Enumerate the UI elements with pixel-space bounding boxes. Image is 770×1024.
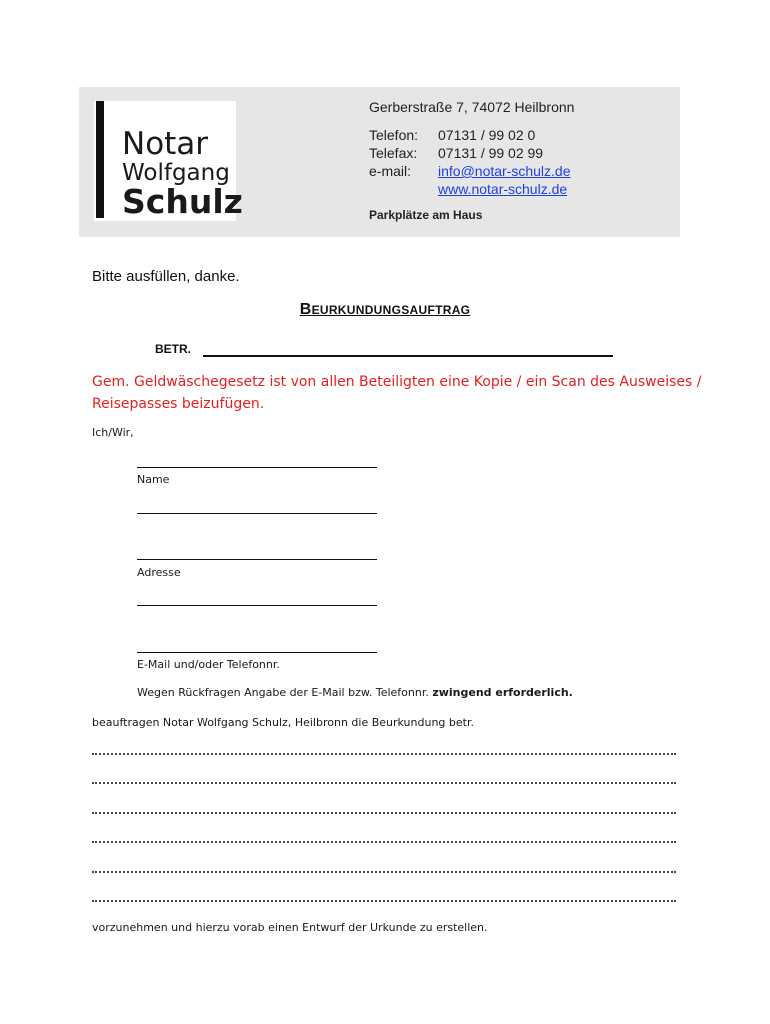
logo-line-wolfgang: Wolfgang xyxy=(122,160,230,186)
notary-logo xyxy=(94,101,243,221)
subject-dotted-line-1[interactable] xyxy=(92,753,676,755)
email-label: e-mail: xyxy=(369,163,412,179)
commission-text: beauftragen Notar Wolfgang Schulz, Heilbronn die Beurkundung betr. xyxy=(92,716,474,729)
note-prefix: Wegen Rückfragen Angabe der E-Mail bzw. Telefonnr. xyxy=(137,686,429,699)
address-input-line[interactable] xyxy=(137,559,377,560)
intro-text: Bitte ausfüllen, danke. xyxy=(92,268,240,285)
subject-dotted-line-5[interactable] xyxy=(92,871,676,873)
office-address: Gerberstraße 7, 74072 Heilbronn xyxy=(369,99,575,115)
contact-requirement-note xyxy=(137,686,573,699)
document-title: BEURKUNDUNGSAUFTRAG xyxy=(299,301,471,318)
contact-phone xyxy=(369,127,535,143)
subject-dotted-line-6[interactable] xyxy=(92,900,676,902)
name-label: Name xyxy=(137,473,170,486)
fax-value: 07131 / 99 02 99 xyxy=(438,145,544,161)
subject-dotted-line-4[interactable] xyxy=(92,841,676,843)
logo-line-schulz: Schulz xyxy=(122,182,243,221)
subject-label: BETR. xyxy=(155,342,191,356)
contact-label: E-Mail und/oder Telefonnr. xyxy=(137,658,280,671)
subject-dotted-line-2[interactable] xyxy=(92,782,676,784)
contact-email xyxy=(369,163,571,179)
logo-bar xyxy=(96,101,104,218)
letterhead xyxy=(79,87,680,237)
id-warning-line-2: Reisepasses beizufügen. xyxy=(92,396,265,412)
id-warning-line-1: Gem. Geldwäschegesetz ist von allen Beteiligten eine Kopie / ein Scan des Ausweises / xyxy=(92,374,702,390)
note-emphasis: zwingend erforderlich. xyxy=(432,686,573,699)
website-link[interactable]: www.notar-schulz.de xyxy=(438,181,568,197)
email-link[interactable]: info@notar-schulz.de xyxy=(438,163,571,179)
parking-note: Parkplätze am Haus xyxy=(369,208,483,222)
name-input-line[interactable] xyxy=(137,467,377,468)
subject-input-line[interactable] xyxy=(203,355,613,357)
logo-line-notar: Notar xyxy=(122,126,209,162)
address-label: Adresse xyxy=(137,566,181,579)
contact-fax xyxy=(369,145,543,161)
closing-text: vorzunehmen und hierzu vorab einen Entwurf der Urkunde zu erstellen. xyxy=(92,921,488,934)
contact-input-line[interactable] xyxy=(137,652,377,653)
address-input-line-2[interactable] xyxy=(137,605,377,606)
subject-dotted-line-3[interactable] xyxy=(92,812,676,814)
phone-value: 07131 / 99 02 0 xyxy=(438,127,536,143)
phone-label: Telefon: xyxy=(369,127,419,143)
contact-website xyxy=(369,181,567,197)
ich-wir-label: Ich/Wir, xyxy=(92,426,134,439)
name-input-line-2[interactable] xyxy=(137,513,377,514)
fax-label: Telefax: xyxy=(369,145,418,161)
